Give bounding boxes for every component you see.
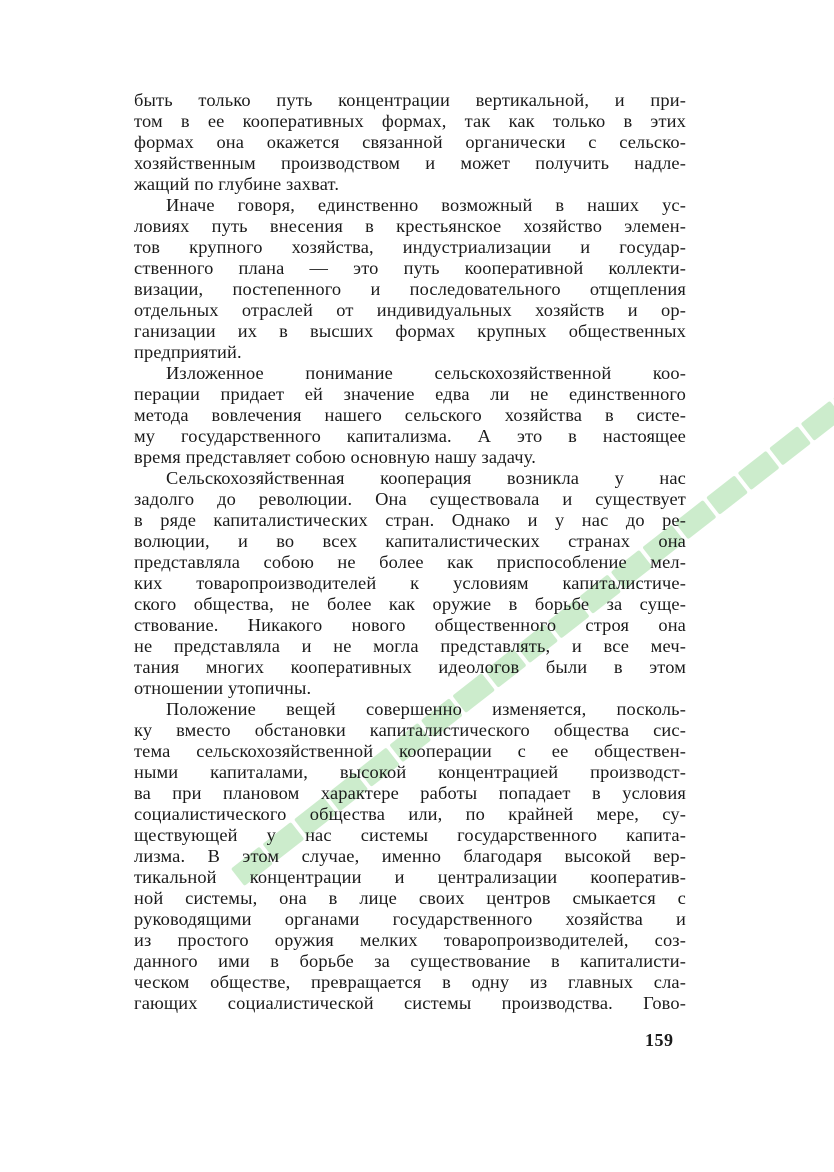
text-line: тов крупного хозяйства, индустриализации и государ- xyxy=(134,237,686,257)
text-line: хозяйственным производством и может получить надле- xyxy=(134,153,686,173)
text-line: не представляла и не могла представлять, и все меч- xyxy=(134,636,686,656)
text-line: ганизации их в высших формах крупных общественных xyxy=(134,321,686,341)
text-line: руководящими органами государственного хозяйства и xyxy=(134,909,686,929)
text-line: ловиях путь внесения в крестьянское хозяйство элемен- xyxy=(134,216,686,236)
text-line: перации придает ей значение едва ли не единственного xyxy=(134,384,686,404)
text-line: том в ее кооперативных формах, так как только в этих xyxy=(134,111,686,131)
text-line: ными капиталами, высокой концентрацией производст- xyxy=(134,762,686,782)
text-line: данного ими в борьбе за существование в капиталисти- xyxy=(134,951,686,971)
text-line: метода вовлечения нашего сельского хозяйства в систе- xyxy=(134,405,686,425)
text-line: тания многих кооперативных идеологов были в этом xyxy=(134,657,686,677)
text-line: ной системы, она в лице своих центров смыкается с xyxy=(134,888,686,908)
text-line: му государственного капитализма. А это в настоящее xyxy=(134,426,686,446)
text-line: жащий по глубине захват. xyxy=(134,174,340,194)
text-line: представляла собою не более как приспособление мел- xyxy=(134,552,686,572)
body-text xyxy=(134,90,686,1014)
text-line: визации, постепенного и последовательного отщепления xyxy=(134,279,686,299)
text-line: ществующей у нас системы государственного капита- xyxy=(134,825,686,845)
text-line: волюции, и во всех капиталистических странах она xyxy=(134,531,686,551)
watermark-segment xyxy=(769,426,811,466)
text-line: задолго до революции. Она существовала и существует xyxy=(134,489,686,509)
text-line: предприятий. xyxy=(134,342,242,362)
watermark-segment xyxy=(706,475,748,515)
text-line: время представляет собою основную нашу задачу. xyxy=(134,447,536,467)
text-line: ствование. Никакого нового общественного строя она xyxy=(134,615,686,635)
text-line: Сельскохозяйственная кооперация возникла у нас xyxy=(166,468,686,488)
text-line: Положение вещей совершенно изменяется, посколь- xyxy=(166,699,686,719)
watermark-segment xyxy=(738,451,780,491)
page-number: 159 xyxy=(645,1030,674,1050)
text-line: отдельных отраслей от индивидуальных хозяйств и ор- xyxy=(134,300,686,320)
text-line: быть только путь концентрации вертикальной, и при- xyxy=(134,90,686,110)
watermark-segment xyxy=(801,401,834,441)
text-line: формах она окажется связанной органически с сельско- xyxy=(134,132,686,152)
text-line: из простого оружия мелких товаропроизводителей, соз- xyxy=(134,930,686,950)
text-line: ского общества, не более как оружие в борьбе за суще- xyxy=(134,594,686,614)
text-line: Иначе говоря, единственно возможный в наших ус- xyxy=(166,195,686,215)
text-line: гающих социалистической системы производства. Гово- xyxy=(134,993,686,1013)
text-line: лизма. В этом случае, именно благодаря высокой вер- xyxy=(134,846,686,866)
text-line: тикальной концентрации и централизации кооператив- xyxy=(134,867,686,887)
text-line: в ряде капиталистических стран. Однако и у нас до ре- xyxy=(134,510,686,530)
text-line: отношении утопичны. xyxy=(134,678,312,698)
text-line: тема сельскохозяйственной кооперации с ее обществен- xyxy=(134,741,686,761)
text-line: ственного плана — это путь кооперативной коллекти- xyxy=(134,258,686,278)
text-line: ку вместо обстановки капиталистического общества сис- xyxy=(134,720,686,740)
text-line: ва при плановом характере работы попадает в условия xyxy=(134,783,686,803)
text-line: ческом обществе, превращается в одну из главных сла- xyxy=(134,972,686,992)
text-line: ких товаропроизводителей к условиям капиталистиче- xyxy=(134,573,686,593)
text-line: Изложенное понимание сельскохозяйственной коо- xyxy=(166,363,686,383)
text-line: социалистического общества или, по крайней мере, су- xyxy=(134,804,686,824)
